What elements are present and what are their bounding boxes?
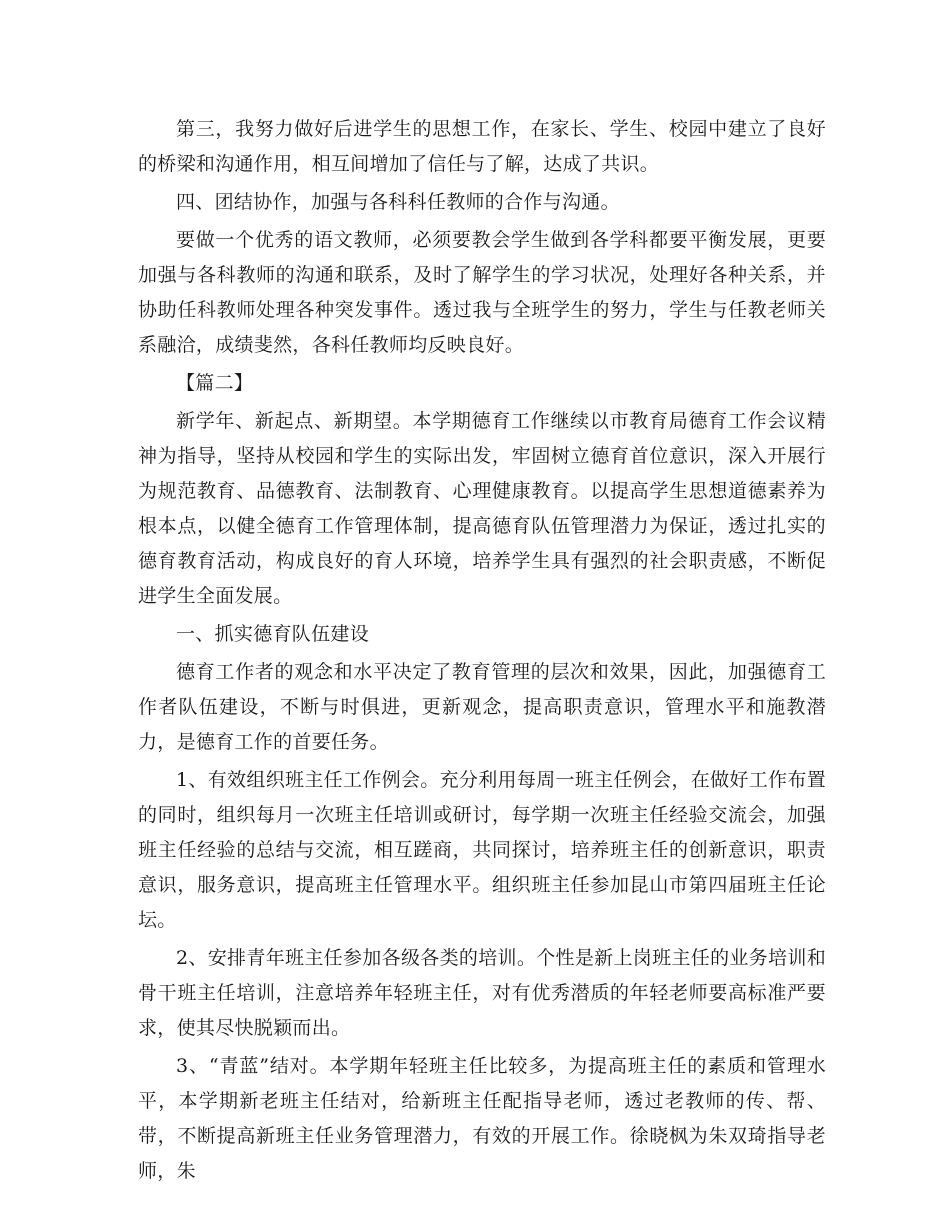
paragraph-item-2: 2、安排青年班主任参加各级各类的培训。个性是新上岗班主任的业务培训和骨干班主任培训，注意培养年轻班主任，对有优秀潜质的年轻老师要高标准严要求，使其尽快脱颖而出。 [138, 947, 826, 1039]
paragraph-cooperation: 要做一个优秀的语文教师，必须要教会学生做到各学科都要平衡发展，更要加强与各科教师的沟通和联系，及时了解学生的学习状况，处理好各种关系，并协助任科教师处理各种突发事件。透过我与全班学生的努力，学生与任教老师关系融洽，成绩斐然，各科任教师均反映良好。 [138, 229, 826, 356]
paragraph-new-semester: 新学年、新起点、新期望。本学期德育工作继续以市教育局德育工作会议精神为指导，坚持从校园和学生的实际出发，牢固树立德育首位意识，深入开展行为规范教育、品德教育、法制教育、心理健康教育。以提高学生思想道德素养为根本点，以健全德育工作管理体制，提高德育队伍管理潜力为保证，透过扎实的德育教育活动，构成良好的育人环境，培养学生具有强烈的社会职责感，不断促进学生全面发展。 [138, 410, 826, 607]
section-heading-team-building: 一、抓实德育队伍建设 [176, 623, 370, 645]
section-heading-part-two: 【篇二】 [176, 372, 254, 394]
document-page [138, 112, 826, 1192]
paragraph-team-building: 德育工作者的观念和水平决定了教育管理的层次和效果，因此，加强德育工作者队伍建设，不断与时俱进，更新观念，提高职责意识，管理水平和施教潜力，是德育工作的首要任务。 [138, 661, 826, 753]
paragraph-item-1: 1、有效组织班主任工作例会。充分利用每周一班主任例会，在做好工作布置的同时，组织每月一次班主任培训或研讨，每学期一次班主任经验交流会，加强班主任经验的总结与交流，相互蹉商，共同探讨，培养班主任的创新意识，职责意识，服务意识，提高班主任管理水平。组织班主任参加昆山市第四届班主任论坛。 [138, 769, 826, 931]
paragraph-third-point: 第三，我努力做好后进学生的思想工作，在家长、学生、校园中建立了良好的桥梁和沟通作用，相互间增加了信任与了解，达成了共识。 [138, 118, 826, 175]
paragraph-item-3: 3、“青蓝”结对。本学期年轻班主任比较多，为提高班主任的素质和管理水平，本学期新老班主任结对，给新班主任配指导老师，透过老教师的传、帮、带，不断提高新班主任业务管理潜力，有效的开展工作。徐晓枫为朱双琦指导老师，朱 [138, 1055, 826, 1182]
section-heading-cooperation: 四、团结协作，加强与各科科任教师的合作与沟通。 [176, 191, 620, 213]
